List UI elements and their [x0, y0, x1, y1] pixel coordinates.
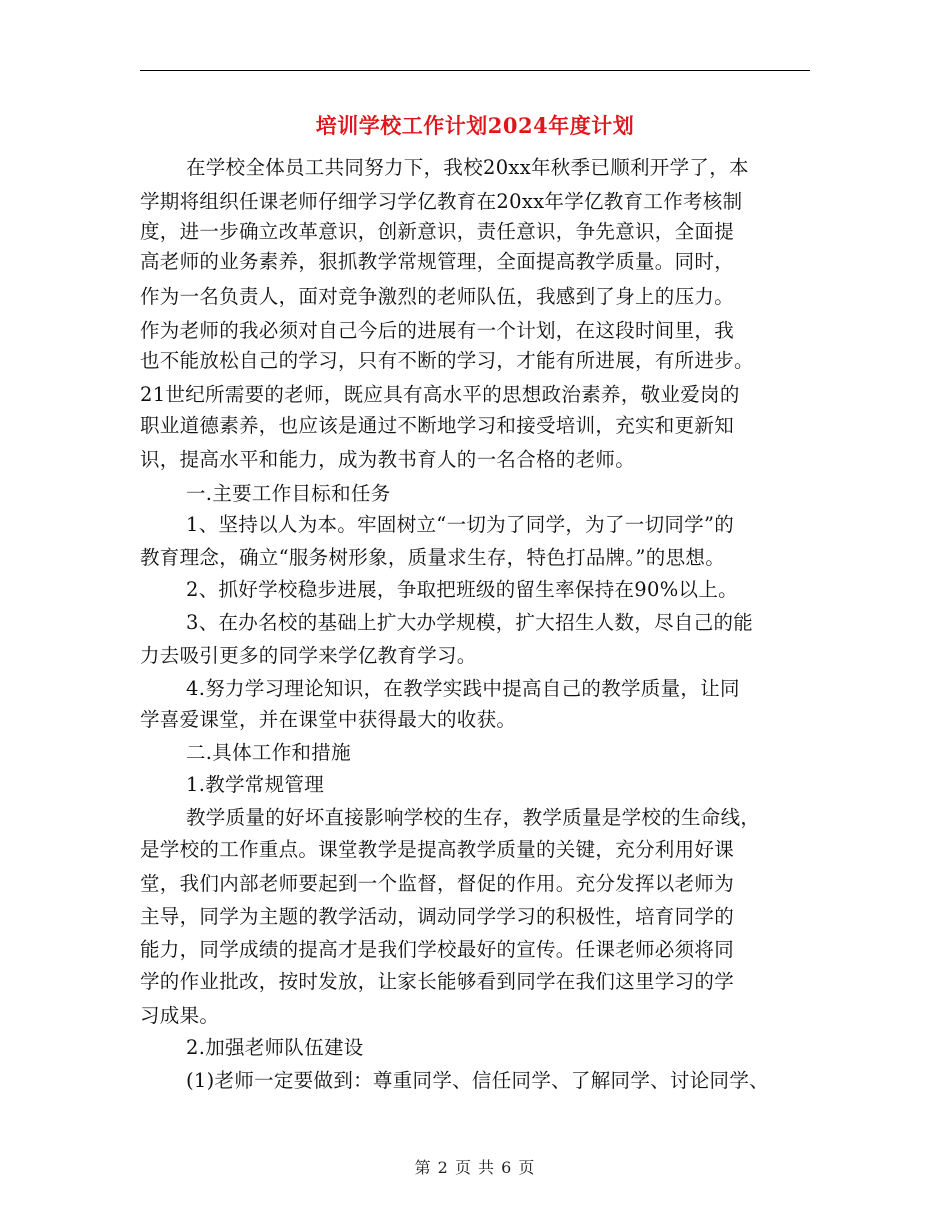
section-heading: 一.主要工作目标和任务 — [186, 482, 391, 505]
body-line: 也不能放松自己的学习，只有不断的学习，才能有所进展，有所进步。 — [140, 349, 754, 372]
body-line: 能力，同学成绩的提高才是我们学校最好的宣传。任课老师必须将同 — [140, 938, 735, 961]
body-line: 识，提高水平和能力，成为教书育人的一名合格的老师。 — [140, 448, 636, 471]
header-rule — [140, 70, 810, 71]
body-line: 4.努力学习理论知识，在教学实践中提高自己的教学质量，让同 — [186, 677, 740, 700]
body-line: 教学质量的好坏直接影响学校的生存，教学质量是学校的生命线， — [186, 806, 761, 829]
body-line: 是学校的工作重点。课堂教学是提高教学质量的关键，充分利用好课 — [140, 838, 735, 861]
body-line: 在学校全体员工共同努力下，我校20xx年秋季已顺利开学了，本 — [186, 156, 749, 179]
body-line: (1)老师一定要做到：尊重同学、信任同学、了解同学、讨论同学、 — [186, 1069, 769, 1092]
body-line: 高老师的业务素养，狠抓教学常规管理，全面提高教学质量。同时， — [140, 250, 735, 273]
body-line: 2、抓好学校稳步进展，争取把班级的留生率保持在90%以上。 — [186, 578, 738, 601]
body-line: 学喜爱课堂，并在课堂中获得最大的收获。 — [140, 708, 517, 731]
body-line: 学的作业批改，按时发放，让家长能够看到同学在我们这里学习的学 — [140, 970, 735, 993]
body-line: 1、坚持以人为本。牢固树立“一切为了同学，为了一切同学”的 — [186, 513, 735, 536]
body-line: 21世纪所需要的老师，既应具有高水平的思想政治素养，敬业爱岗的 — [140, 383, 740, 406]
body-line: 教育理念，确立“服务树形象，质量求生存，特色打品牌。”的思想。 — [140, 546, 725, 569]
section-heading: 二.具体工作和措施 — [186, 741, 351, 764]
body-line: 作为老师的我必须对自己今后的进展有一个计划，在这段时间里，我 — [140, 319, 735, 342]
body-line: 习成果。 — [140, 1004, 220, 1027]
document-title: 培训学校工作计划2024年度计划 — [315, 113, 635, 138]
body-line: 主导，同学为主题的教学活动，调动同学学习的积极性，培育同学的 — [140, 905, 735, 928]
page-number: 第 2 页 共 6 页 — [414, 1158, 536, 1177]
body-line: 职业道德素养，也应该是通过不断地学习和接受培训，充实和更新知 — [140, 414, 735, 437]
body-line: 堂，我们内部老师要起到一个监督，督促的作用。充分发挥以老师为 — [140, 872, 735, 895]
subsection-heading: 1.教学常规管理 — [186, 773, 325, 796]
body-line: 学期将组织任课老师仔细学习学亿教育在20xx年学亿教育工作考核制 — [140, 190, 743, 213]
body-line: 力去吸引更多的同学来学亿教育学习。 — [140, 644, 477, 667]
subsection-heading: 2.加强老师队伍建设 — [186, 1036, 364, 1059]
body-line: 作为一名负责人，面对竞争激烈的老师队伍，我感到了身上的压力。 — [140, 285, 735, 308]
body-line: 3、在办名校的基础上扩大办学规模，扩大招生人数，尽自己的能 — [186, 611, 754, 634]
body-line: 度，进一步确立改革意识，创新意识，责任意识，争先意识，全面提 — [140, 220, 735, 243]
